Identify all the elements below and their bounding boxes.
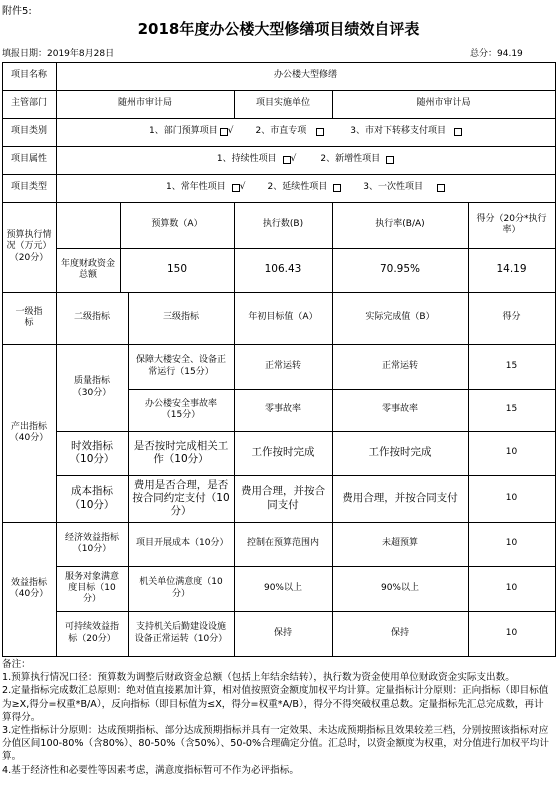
note-line-3: 3.定性指标计分原则：达成预期指标、部分达成预期指标并具有一定效果、未达成预期指标且效果较差三档，分别按照该指标对应分值区间100-80%（含80%）、80-50%（含50%）、50-0%合理确定分值。汇总时，以资金额度为权重，对分值进行加权平均计算。: [2, 725, 549, 763]
checkbox-icon: [220, 128, 228, 136]
score-value: 14.19: [496, 263, 527, 276]
benefit-item-2-level3: 机关单位满意度（10分）: [139, 577, 223, 599]
benefit-item-1-score: 10: [505, 538, 518, 549]
attribute-options: [56, 146, 555, 174]
header-level3: 三级指标: [162, 312, 199, 323]
rate-value: 70.95%: [379, 263, 421, 276]
benefit-item-3-score: 10: [505, 627, 518, 638]
note-line-2: 2.定量指标完成数汇总原则：绝对值直接累加计算，相对值按照资金额度加权平均计算。定量指标计分原则：正向指标（即目标值为≥X,得分=权重*B/A），反向指标（即目标值为≤X，得分=权重*A/B），得分不得突破权重总数。定量指标先汇总完成数，再计算得分。: [2, 685, 549, 723]
benefit-item-1-level2: 经济效益指标（10分）: [64, 532, 119, 554]
benefit-item-3-level3: 支持机关后勤建设设施设备正常运转（10分）: [134, 622, 228, 644]
check-mark: √: [290, 154, 297, 165]
budget-value: 150: [166, 263, 188, 276]
checkbox-icon: [437, 184, 445, 192]
category-opt3: 3、市对下转移支付项目: [350, 126, 446, 137]
cost-actual: 费用合理，并按合同支付: [342, 491, 458, 504]
cost-target: 费用合理，并按合同支付: [241, 485, 325, 511]
project-name-value: 办公楼大型修缮: [273, 70, 337, 81]
benefit-item-2-level2: 服务对象满意度目标（10分）: [64, 571, 119, 605]
benefit-item-3-actual: 保持: [390, 627, 409, 638]
note-line-4: 4.基于经济性和必要性等因素考虑，满意度指标暂可不作为必评指标。: [2, 764, 299, 776]
quality-label: 质量指标（30分）: [72, 376, 112, 398]
benefit-item-2-actual: 90%以上: [380, 582, 419, 593]
benefit-item-2-target: 90%以上: [263, 582, 302, 593]
page-title: [0, 18, 557, 39]
total-score: 总分：94.19: [470, 49, 523, 59]
benefit-item-1-target: 控制在预算范围内: [246, 538, 319, 549]
cost-score: 10: [505, 492, 518, 503]
quality-item-2-actual: 零事故率: [381, 404, 418, 415]
benefit-item-1-level3: 项目开展成本（10分）: [136, 538, 229, 549]
attribute-label: 项目属性: [10, 154, 47, 165]
quality-item-1-target: 正常运转: [264, 360, 301, 371]
header-level1: 一级指标: [15, 306, 43, 328]
fill-date: 填报日期：2019年8月28日: [2, 49, 115, 59]
type-options: [56, 174, 555, 202]
note-line-1: 1.预算执行情况口径：预算数为调整后财政资金总额（包括上年结余结转），执行数为资金使用单位财政资金实际支出数。: [2, 672, 515, 684]
checkbox-icon: [232, 184, 240, 192]
benefit-item-3-level2: 可持续效益指标（20分）: [64, 622, 119, 644]
checkbox-icon: [333, 184, 341, 192]
timeliness-actual: 工作按时完成: [368, 446, 432, 459]
output-label: 产出指标（40分）: [9, 421, 49, 443]
budget-col-rate: 执行率(B/A): [375, 219, 425, 230]
impl-unit-label: 项目实施单位: [255, 98, 310, 109]
timeliness-score: 10: [505, 447, 518, 458]
checkbox-icon: [386, 156, 394, 164]
budget-row-label: 年度财政资金总额: [60, 258, 115, 280]
quality-item-1-actual: 正常运转: [381, 360, 418, 371]
check-mark: √: [227, 126, 234, 137]
quality-item-2-level3: 办公楼安全事故率（15分）: [144, 398, 217, 420]
header-level2: 二级指标: [73, 312, 110, 323]
category-label: 项目类别: [10, 126, 47, 137]
benefit-label: 效益指标（40分）: [9, 577, 49, 599]
quality-item-1-score: 15: [505, 360, 518, 371]
quality-item-2-target: 零事故率: [264, 404, 301, 415]
header-actual: 实际完成值（B）: [365, 312, 435, 323]
budget-col-score: 得分（20分*执行率）: [476, 213, 547, 235]
attribute-opt2: 2、新增性项目: [320, 154, 381, 165]
attachment-label: 附件5:: [2, 6, 32, 17]
category-opt2: 2、市直专项: [255, 126, 307, 137]
notes-heading: 备注：: [2, 659, 31, 670]
type-opt2: 2、延续性项目: [267, 182, 328, 193]
cost-level3: 费用是否合理，是否按合同约定支付（10分）: [132, 478, 230, 518]
type-label: 项目类型: [10, 182, 47, 193]
type-opt1: 1、常年性项目: [166, 182, 226, 193]
quality-item-2-score: 15: [505, 404, 518, 415]
budget-col-budget: 预算数（A）: [151, 219, 203, 230]
project-name-label: 项目名称: [10, 70, 47, 81]
department-label: 主管部门: [10, 98, 47, 109]
timeliness-target: 工作按时完成: [251, 446, 315, 459]
department-value: 随州市审计局: [117, 98, 172, 109]
benefit-item-2-score: 10: [505, 582, 518, 593]
budget-col-exec: 执行数(B): [262, 219, 304, 230]
type-opt3: 3、一次性项目: [363, 182, 423, 193]
cost-level2: 成本指标（10分）: [69, 485, 115, 511]
category-opt1: 1、部门预算项目: [149, 126, 218, 137]
timeliness-level2: 时效指标（10分）: [69, 439, 115, 465]
title-text: 2018年度办公楼大型修缮项目绩效自评表: [137, 20, 420, 38]
exec-value: 106.43: [264, 263, 302, 276]
budget-section-label: 预算执行情况（万元）（20分）: [6, 230, 52, 263]
quality-item-1-level3: 保障大楼安全、设备正常运行（15分）: [135, 355, 226, 377]
attribute-opt1: 1、持续性项目: [216, 154, 277, 165]
category-options: [56, 118, 555, 146]
checkbox-icon: [283, 156, 291, 164]
grid-line: [2, 656, 556, 657]
header-target: 年初目标值（A）: [248, 312, 318, 323]
header-score: 得分: [502, 312, 521, 323]
benefit-item-3-target: 保持: [273, 627, 292, 638]
check-mark: √: [239, 182, 246, 193]
benefit-item-1-actual: 未超预算: [381, 538, 418, 549]
impl-unit-value: 随州市审计局: [416, 98, 471, 109]
notes-section: [2, 658, 553, 777]
grid-line: [555, 62, 556, 657]
checkbox-icon: [454, 128, 462, 136]
timeliness-level3: 是否按时完成相关工作（10分）: [133, 439, 229, 465]
checkbox-icon: [316, 128, 324, 136]
